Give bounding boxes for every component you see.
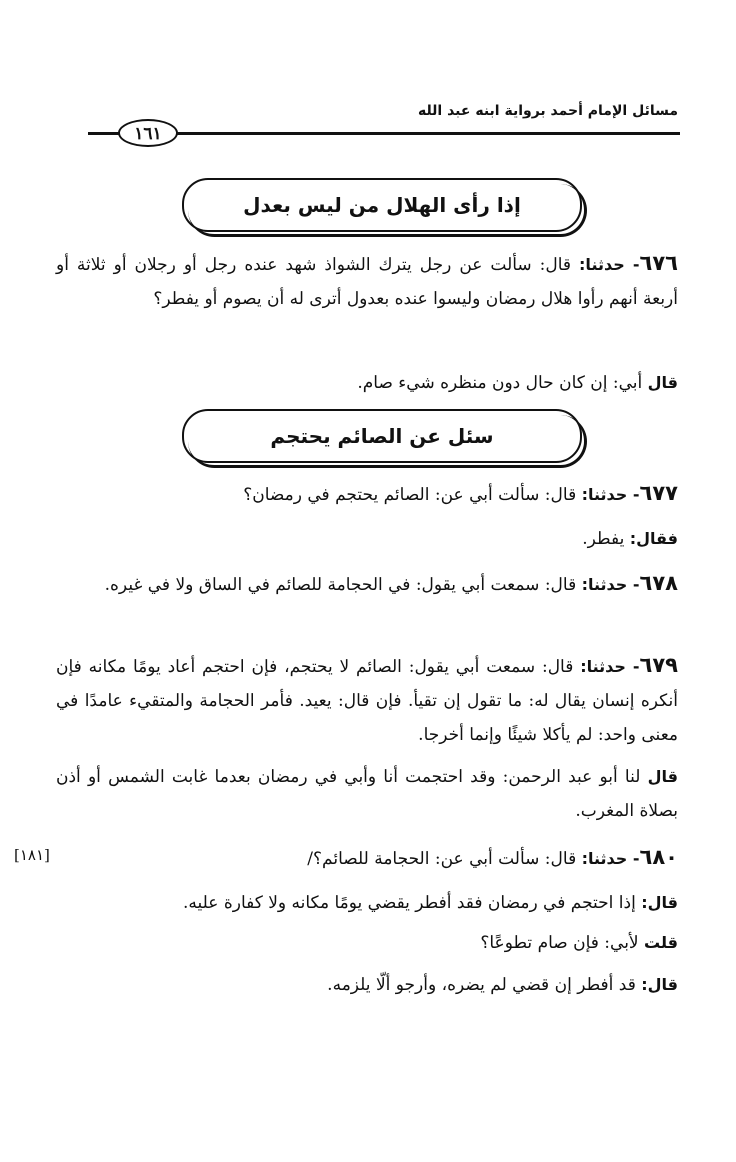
entry-676-answer — [56, 366, 678, 400]
answer-text: أبي: إن كان حال دون منظره شيء صام. — [357, 373, 648, 393]
note-lead: قال — [647, 767, 678, 786]
entry-677 — [56, 476, 678, 512]
entry-lead: - حدثنا: — [581, 575, 640, 594]
entry-680-line-2 — [56, 926, 678, 960]
line-lead: قال: — [641, 893, 678, 912]
answer-lead: قال — [647, 373, 678, 392]
entry-676 — [56, 246, 678, 316]
entry-lead: - حدثنا: — [581, 849, 640, 868]
line-text: لأبي: فإن صام تطوعًا؟ — [480, 933, 645, 953]
note-text: لنا أبو عبد الرحمن: وقد احتجمت أنا وأبي في رمضان بعدما غابت الشمس أو أذن بصلاة المغرب. — [56, 767, 678, 821]
entry-text: قال: سألت أبي عن: الصائم يحتجم في رمضان؟ — [243, 485, 582, 505]
answer-lead: فقال: — [629, 529, 678, 548]
entry-677-answer — [56, 522, 678, 556]
entry-number: ٦٨٠ — [639, 845, 678, 869]
entry-number: ٦٧٩ — [639, 653, 678, 677]
entry-text: قال: سمعت أبي يقول: الصائم لا يحتجم، فإن احتجم أعاد يومًا مكانه فإن أنكره إنسان يقال له: ما تقول إن تقيأ. فإن قال: يعيد. فأمر الحجامة والمتقيء عامدًا في معنى واحد: لم يأكلا شيئًا وإنما أخرجا. — [56, 657, 678, 745]
entry-lead: - حدثنا: — [581, 485, 640, 504]
line-text: قد أفطر إن قضي لم يضره، وأرجو ألّا يلزمه. — [327, 975, 642, 995]
entry-number: ٦٧٦ — [639, 251, 678, 275]
section-title-fasting-cupping: سئل عن الصائم يحتجم — [182, 409, 582, 463]
entry-text: قال: سألت أبي عن: الحجامة للصائم؟/ — [307, 849, 582, 869]
line-text: إذا احتجم في رمضان فقد أفطر يقضي يومًا مكانه ولا كفارة عليه. — [183, 893, 642, 913]
margin-folio-reference: [١٨١] — [14, 846, 50, 864]
entry-text: قال: سمعت أبي يقول: في الحجامة للصائم في الساق ولا في غيره. — [104, 575, 582, 595]
line-lead: قال: — [641, 975, 678, 994]
entry-680-line-3 — [56, 968, 678, 1002]
entry-680-line-1 — [56, 886, 678, 920]
entry-680 — [56, 840, 678, 876]
entry-lead: - حدثنا: — [579, 255, 640, 274]
section-title-new-moon: إذا رأى الهلال من ليس بعدل — [182, 178, 582, 232]
page-number: ١٦١ — [118, 119, 178, 147]
line-lead: قلت — [644, 933, 678, 952]
entry-number: ٦٧٨ — [639, 571, 678, 595]
running-title: مسائل الإمام أحمد برواية ابنه عبد الله — [417, 103, 678, 119]
entry-text: قال: سألت عن رجل يترك الشواذ شهد عنده رجل أو رجلان أو ثلاثة أو أربعة أنهم رأوا هلال رمضان وليسوا عنده بعدول أترى له أن يصوم أو يفطر؟ — [56, 255, 678, 309]
entry-678 — [56, 566, 678, 602]
entry-679 — [56, 648, 678, 752]
answer-text: يفطر. — [582, 529, 630, 549]
entry-lead: - حدثنا: — [580, 657, 640, 676]
entry-number: ٦٧٧ — [639, 481, 678, 505]
entry-679-note — [56, 760, 678, 828]
